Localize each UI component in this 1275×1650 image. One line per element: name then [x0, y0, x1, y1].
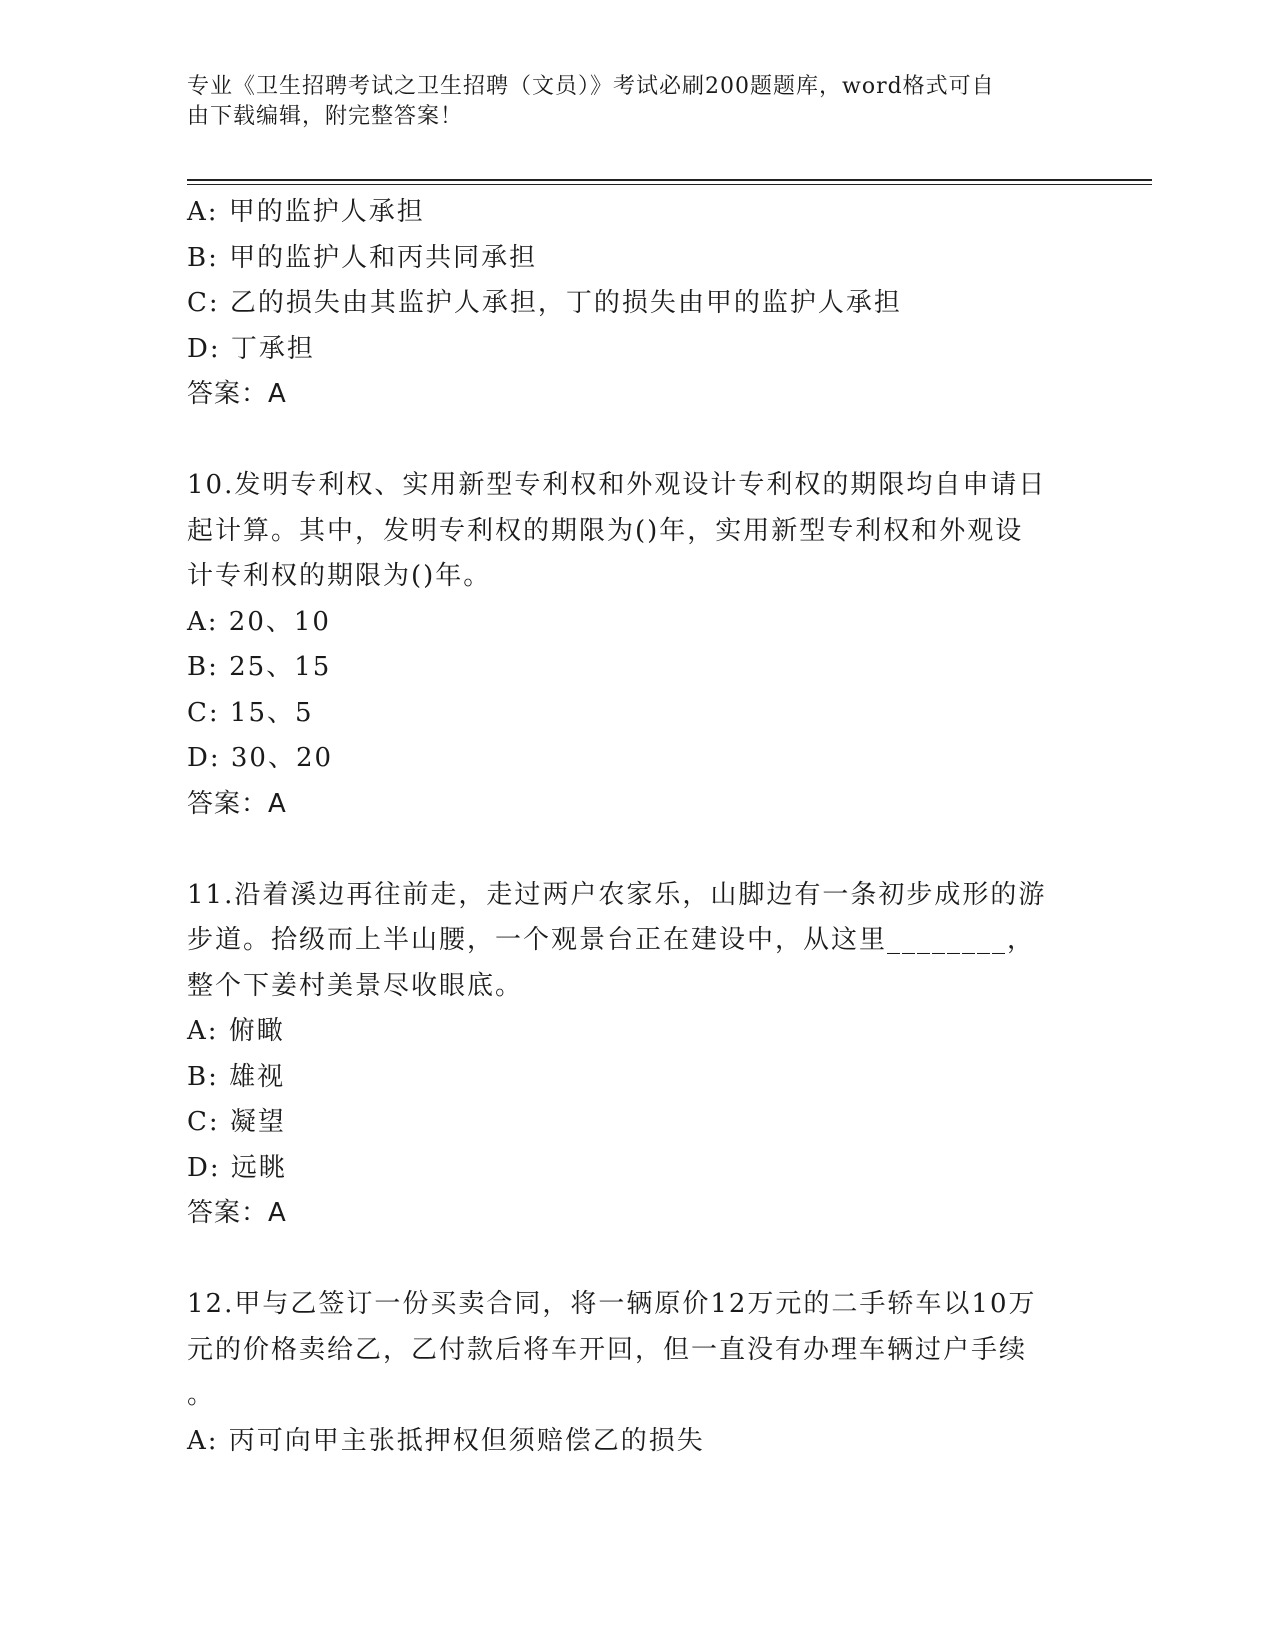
question-11	[187, 873, 1087, 1237]
spacer	[187, 1237, 1087, 1283]
header-line-2: 由下载编辑，附完整答案！	[187, 104, 464, 129]
header-line-1: 专业《卫生招聘考试之卫生招聘（文员）》考试必刷200题题库，word格式可自	[187, 74, 995, 99]
spacer	[187, 827, 1087, 873]
question-text-line: 整个下姜村美景尽收眼底。	[187, 970, 524, 1001]
header-rule-thick	[187, 179, 1152, 181]
option-a: A: 20、10	[187, 606, 331, 637]
spacer	[187, 418, 1087, 464]
question-list	[187, 190, 1087, 1464]
option-c: C: 凝望	[187, 1107, 286, 1137]
question-text-line: 计专利权的期限为()年。	[187, 561, 492, 591]
option-a: A: 甲的监护人承担	[187, 197, 425, 227]
answer: 答案：A	[187, 1198, 287, 1228]
header-rule-thin	[187, 184, 1152, 185]
question-text	[187, 1282, 1087, 1419]
question-text-line: 元的价格卖给乙，乙付款后将车开回，但一直没有办理车辆过户手续	[187, 1334, 1028, 1365]
option-b: B: 雄视	[187, 1061, 286, 1092]
question-text-line: 11.沿着溪边再往前走，走过两户农家乐，山脚边有一条初步成形的游	[187, 879, 1047, 910]
option-d: D: 远眺	[187, 1152, 287, 1183]
question-text-line: 步道。拾级而上半山腰，一个观景台正在建设中，从这里________，	[187, 925, 1036, 955]
option-a: A: 丙可向甲主张抵押权但须赔偿乙的损失	[187, 1425, 705, 1456]
answer: 答案：A	[187, 788, 287, 819]
option-b: B: 甲的监护人和丙共同承担	[187, 242, 538, 273]
question-text	[187, 873, 1087, 1010]
question-text-line: 。	[187, 1380, 216, 1410]
option-c: C: 乙的损失由其监护人承担，丁的损失由甲的监护人承担	[187, 288, 902, 318]
question-10	[187, 463, 1087, 827]
page-header	[187, 72, 1067, 132]
question-12	[187, 1282, 1087, 1464]
option-c: C: 15、5	[187, 697, 314, 728]
question-text	[187, 463, 1087, 600]
question-9	[187, 190, 1087, 418]
answer: 答案：A	[187, 379, 287, 409]
question-text-line: 10.发明专利权、实用新型专利权和外观设计专利权的期限均自申请日	[187, 470, 1047, 500]
option-a: A: 俯瞰	[187, 1016, 285, 1046]
question-text-line: 起计算。其中，发明专利权的期限为()年，实用新型专利权和外观设	[187, 515, 1024, 546]
option-d: D: 丁承担	[187, 333, 315, 364]
option-b: B: 25、15	[187, 652, 332, 682]
question-text-line: 12.甲与乙签订一份买卖合同，将一辆原价12万元的二手轿车以10万	[187, 1289, 1037, 1319]
option-d: D: 30、20	[187, 743, 334, 773]
